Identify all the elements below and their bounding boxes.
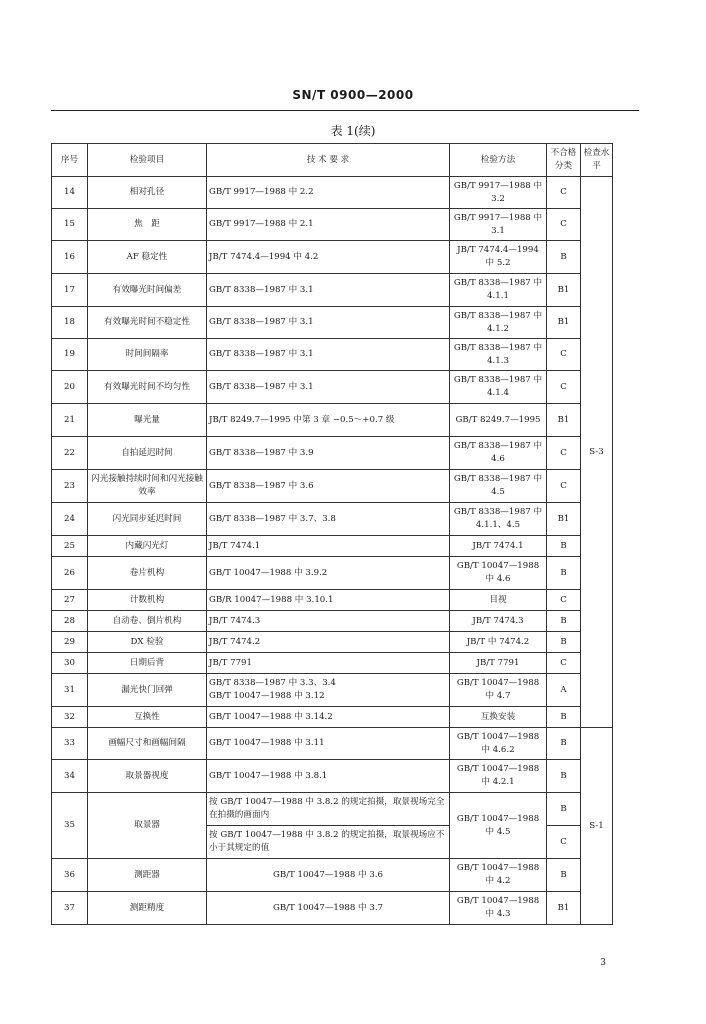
inspection-item: 时间间隔率 [88, 339, 207, 371]
inspection-level: S-1 [581, 728, 613, 925]
inspection-method: GB/T 10047—1988 中 4.2 [450, 859, 547, 892]
table-row [52, 793, 613, 826]
table-row [52, 241, 613, 274]
row-number: 30 [52, 653, 88, 674]
technical-requirement: GB/T 10047—1988 中 3.9.2 [207, 557, 450, 590]
inspection-method: GB/T 8338—1987 中 4.1.3 [450, 339, 547, 371]
technical-requirement: JB/T 7474.4—1994 中 4.2 [207, 241, 450, 274]
defect-class: B [547, 707, 581, 728]
row-number: 34 [52, 760, 88, 793]
table-row [52, 339, 613, 371]
technical-requirement: GB/T 10047—1988 中 3.6 [207, 859, 450, 892]
inspection-method: JB/T 7474.4—1994 中 5.2 [450, 241, 547, 274]
col-header-requirement: 技 术 要 求 [207, 144, 450, 177]
inspection-method: JB/T 7474.1 [450, 536, 547, 557]
inspection-item: 日期后背 [88, 653, 207, 674]
inspection-method: GB/T 8338—1987 中 4.5 [450, 470, 547, 503]
inspection-item: 相对孔径 [88, 177, 207, 209]
inspection-method: JB/T 7791 [450, 653, 547, 674]
inspection-method: GB/T 8249.7—1995 [450, 404, 547, 437]
technical-requirement: GB/T 9917—1988 中 2.1 [207, 209, 450, 241]
defect-class: C [547, 371, 581, 404]
technical-requirement: JB/T 7474.2 [207, 632, 450, 653]
inspection-item: 互换性 [88, 707, 207, 728]
defect-class: B [547, 536, 581, 557]
table-caption: 表 1(续) [330, 124, 376, 138]
row-number: 24 [52, 503, 88, 536]
table-row [52, 728, 613, 760]
defect-class: C [547, 470, 581, 503]
row-number: 25 [52, 536, 88, 557]
defect-class: B [547, 728, 581, 760]
table-row [52, 859, 613, 892]
inspection-item: DX 检验 [88, 632, 207, 653]
row-number: 18 [52, 307, 88, 339]
inspection-item: 有效曝光时间不均匀性 [88, 371, 207, 404]
defect-class: B [547, 241, 581, 274]
inspection-item: 取景器 [88, 793, 207, 859]
technical-requirement: JB/T 7791 [207, 653, 450, 674]
table-row [52, 892, 613, 925]
inspection-method: GB/T 8338—1987 中 4.6 [450, 437, 547, 470]
inspection-item: 漏光快门回弹 [88, 674, 207, 707]
row-number: 22 [52, 437, 88, 470]
inspection-item: 卷片机构 [88, 557, 207, 590]
inspection-method: 目视 [450, 590, 547, 611]
defect-class: B1 [547, 892, 581, 925]
technical-requirement: JB/T 8249.7—1995 中第 3 章 −0.5～+0.7 级 [207, 404, 450, 437]
row-number: 35 [52, 793, 88, 859]
table-row [52, 307, 613, 339]
col-header-level: 检查水平 [581, 144, 613, 177]
technical-requirement: GB/T 8338—1987 中 3.1 [207, 371, 450, 404]
inspection-item: 曝光量 [88, 404, 207, 437]
technical-requirement: GB/T 8338—1987 中 3.1 [207, 274, 450, 307]
row-number: 23 [52, 470, 88, 503]
row-number: 28 [52, 611, 88, 632]
technical-requirement: GB/T 10047—1988 中 3.8.1 [207, 760, 450, 793]
row-number: 26 [52, 557, 88, 590]
table-row [52, 611, 613, 632]
inspection-method: GB/T 8338—1987 中 4.1.1、4.5 [450, 503, 547, 536]
inspection-method: GB/T 10047—1988 中 4.6 [450, 557, 547, 590]
page-number: 3 [600, 958, 606, 968]
inspection-item: 自拍延迟时间 [88, 437, 207, 470]
inspection-method: GB/T 8338—1987 中 4.1.1 [450, 274, 547, 307]
technical-requirement: GB/T 10047—1988 中 3.14.2 [207, 707, 450, 728]
table-header-row [52, 144, 613, 177]
table-row [52, 760, 613, 793]
inspection-method: GB/T 10047—1988 中 4.3 [450, 892, 547, 925]
defect-class: B [547, 557, 581, 590]
technical-requirement: JB/T 7474.1 [207, 536, 450, 557]
header-rule [51, 110, 639, 111]
table-body [52, 177, 613, 925]
inspection-item: 内藏闪光灯 [88, 536, 207, 557]
inspection-item: 画幅尺寸和画幅间隔 [88, 728, 207, 760]
inspection-item: 取景器视度 [88, 760, 207, 793]
row-number: 37 [52, 892, 88, 925]
technical-requirement: GB/T 10047—1988 中 3.11 [207, 728, 450, 760]
inspection-method: GB/T 8338—1987 中 4.1.4 [450, 371, 547, 404]
row-number: 15 [52, 209, 88, 241]
defect-class: B [547, 611, 581, 632]
inspection-item: 闪光同步延迟时间 [88, 503, 207, 536]
defect-class: C [547, 590, 581, 611]
standard-number: SN/T 0900—2000 [292, 88, 414, 102]
table-row [52, 274, 613, 307]
table-row [52, 653, 613, 674]
row-number: 16 [52, 241, 88, 274]
col-header-no: 序号 [52, 144, 88, 177]
technical-requirement: 按 GB/T 10047—1988 中 3.8.2 的规定拍摄，取景视场完全在拍摄的画面内 [207, 793, 450, 826]
row-number: 31 [52, 674, 88, 707]
defect-class: B [547, 859, 581, 892]
row-number: 19 [52, 339, 88, 371]
technical-requirement: GB/T 8338—1987 中 3.9 [207, 437, 450, 470]
table-row [52, 536, 613, 557]
technical-requirement: GB/T 10047—1988 中 3.7 [207, 892, 450, 925]
table-row [52, 557, 613, 590]
defect-class: C [547, 437, 581, 470]
technical-requirement: JB/T 7474.3 [207, 611, 450, 632]
defect-class: B1 [547, 307, 581, 339]
table-row [52, 404, 613, 437]
row-number: 36 [52, 859, 88, 892]
defect-class: B [547, 793, 581, 826]
row-number: 21 [52, 404, 88, 437]
row-number: 20 [52, 371, 88, 404]
col-header-item: 检验项目 [88, 144, 207, 177]
defect-class: B1 [547, 404, 581, 437]
defect-class: B [547, 760, 581, 793]
defect-class: B1 [547, 503, 581, 536]
technical-requirement: GB/T 8338—1987 中 3.6 [207, 470, 450, 503]
inspection-item: 计数机构 [88, 590, 207, 611]
inspection-item: 测距精度 [88, 892, 207, 925]
row-number: 29 [52, 632, 88, 653]
technical-requirement: GB/T 8338—1987 中 3.1 [207, 307, 450, 339]
defect-class: C [547, 339, 581, 371]
table-row [52, 209, 613, 241]
defect-class: A [547, 674, 581, 707]
inspection-level: S-3 [581, 177, 613, 728]
inspection-method: GB/T 9917—1988 中 3.2 [450, 177, 547, 209]
inspection-method: JB/T 中 7474.2 [450, 632, 547, 653]
technical-requirement: GB/T 8338—1987 中 3.1 [207, 339, 450, 371]
inspection-item: 自动卷、倒片机构 [88, 611, 207, 632]
defect-class: C [547, 826, 581, 859]
inspection-method: GB/T 9917—1988 中 3.1 [450, 209, 547, 241]
technical-requirement: GB/T 9917—1988 中 2.2 [207, 177, 450, 209]
inspection-table [51, 143, 613, 925]
table-row [52, 503, 613, 536]
inspection-method: 互换安装 [450, 707, 547, 728]
table-row [52, 371, 613, 404]
inspection-item: 有效曝光时间偏差 [88, 274, 207, 307]
table-row [52, 674, 613, 707]
inspection-item: AF 稳定性 [88, 241, 207, 274]
defect-class: C [547, 177, 581, 209]
defect-class: B [547, 632, 581, 653]
inspection-method: JB/T 7474.3 [450, 611, 547, 632]
col-header-method: 检验方法 [450, 144, 547, 177]
table-row [52, 177, 613, 209]
col-header-class: 不合格分类 [547, 144, 581, 177]
inspection-item: 焦 距 [88, 209, 207, 241]
defect-class: C [547, 209, 581, 241]
inspection-method: GB/T 10047—1988 中 4.6.2 [450, 728, 547, 760]
inspection-item: 有效曝光时间不稳定性 [88, 307, 207, 339]
inspection-item: 测距器 [88, 859, 207, 892]
table-row [52, 632, 613, 653]
row-number: 33 [52, 728, 88, 760]
inspection-method: GB/T 10047—1988 中 4.2.1 [450, 760, 547, 793]
inspection-method: GB/T 10047—1988 中 4.5 [450, 793, 547, 859]
row-number: 14 [52, 177, 88, 209]
technical-requirement: GB/T 8338—1987 中 3.7、3.8 [207, 503, 450, 536]
table-row [52, 437, 613, 470]
inspection-method: GB/T 10047—1988 中 4.7 [450, 674, 547, 707]
table-row [52, 470, 613, 503]
row-number: 17 [52, 274, 88, 307]
technical-requirement: GB/R 10047—1988 中 3.10.1 [207, 590, 450, 611]
row-number: 32 [52, 707, 88, 728]
defect-class: C [547, 653, 581, 674]
inspection-item: 闪光接触持续时间和闪光接触效率 [88, 470, 207, 503]
inspection-method: GB/T 8338—1987 中 4.1.2 [450, 307, 547, 339]
row-number: 27 [52, 590, 88, 611]
table-row [52, 707, 613, 728]
technical-requirement: 按 GB/T 10047—1988 中 3.8.2 的规定拍摄，取景视场应不小于其规定的值 [207, 826, 450, 859]
technical-requirement: GB/T 8338—1987 中 3.3、3.4 GB/T 10047—1988 中 3.12 [207, 674, 450, 707]
defect-class: B1 [547, 274, 581, 307]
table-row [52, 590, 613, 611]
